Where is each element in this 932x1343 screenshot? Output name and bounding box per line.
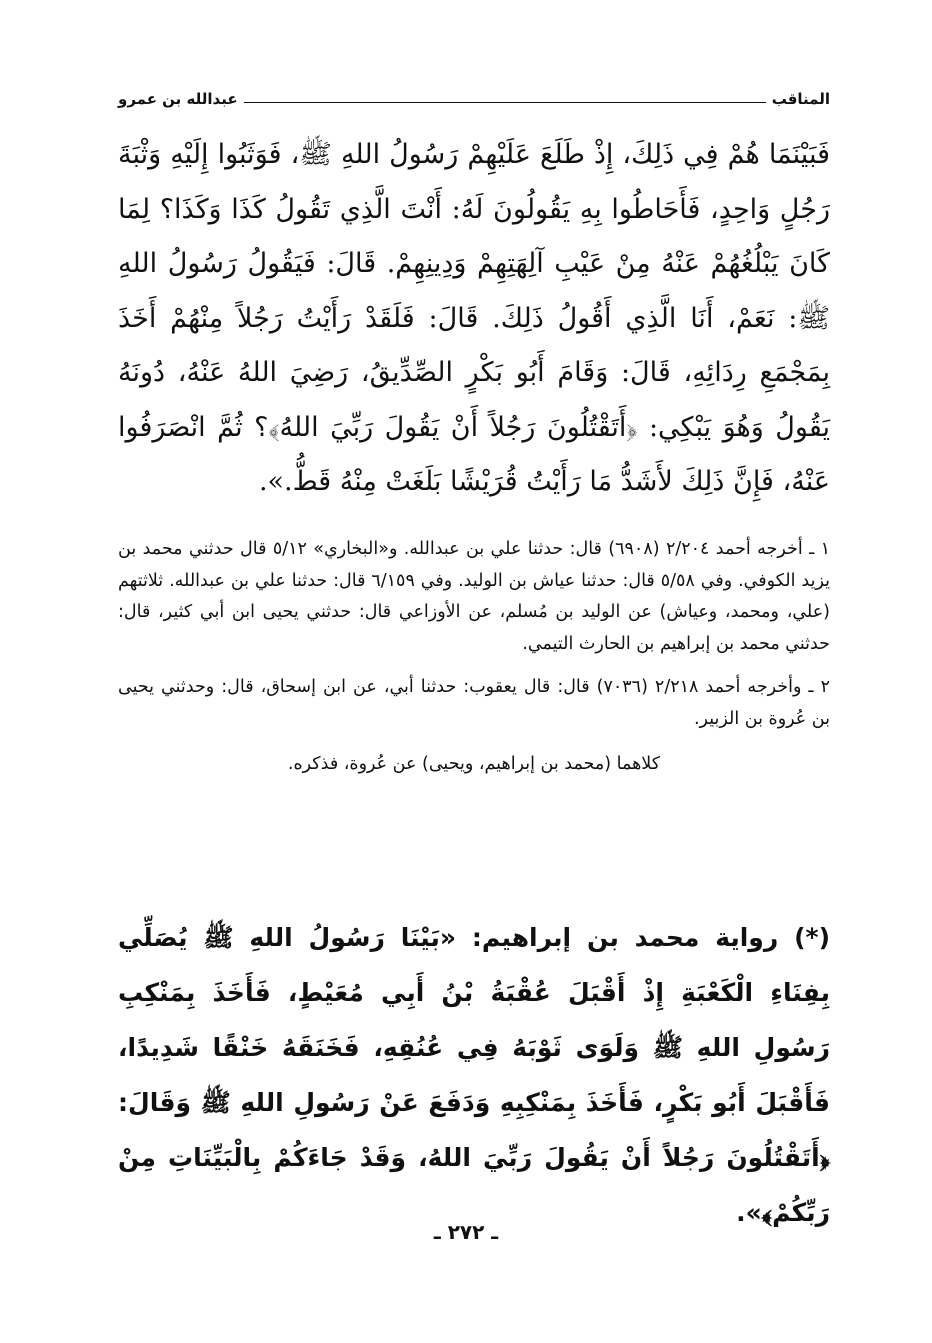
riwaya-block bbox=[118, 910, 830, 1240]
running-header bbox=[118, 84, 830, 108]
hadith-paragraph: فَبَيْنَمَا هُمْ فِي ذَلِكَ، إِذْ طَلَعَ عَلَيْهِمْ رَسُولُ اللهِ ﷺ، فَوَثَبُوا إِلَيْهِ وَثْبَةَ رَجُلٍ وَاحِدٍ، فَأَحَاطُوا بِهِ يَقُولُونَ لَهُ: أَنْتَ الَّذِي تَقُولُ كَذَا وَكَذَا؟ لِمَا كَانَ يَبْلُغُهُمْ عَنْهُ مِنْ عَيْبِ آلِهَتِهِمْ وَدِينِهِمْ. قَالَ: فَيَقُولُ رَسُولُ اللهِ ﷺ: نَعَمْ، أَنَا الَّذِي أَقُولُ ذَلِكَ. قَالَ: فَلَقَدْ رَأَيْتُ رَجُلاً مِنْهُمْ أَخَذَ بِمَجْمَعِ رِدَائِهِ، قَالَ: وَقَامَ أَبُو بَكْرٍ الصِّدِّيقُ، رَضِيَ اللهُ عَنْهُ، دُونَهُ يَقُولُ وَهُوَ يَبْكِي: ﴿أَتَقْتُلُونَ رَجُلاً أَنْ يَقُولَ رَبِّيَ اللهُ﴾؟ ثُمَّ انْصَرَفُوا عَنْهُ، فَإِنَّ ذَلِكَ لأَشَدُّ مَا رَأَيْتُ قُرَيْشًا بَلَغَتْ مِنْهُ قَطُّ.». bbox=[118, 139, 830, 497]
header-author: عبدالله بن عمرو bbox=[118, 90, 238, 108]
footnote-1: ١ ـ أخرجه أحمد ٢/٢٠٤ (٦٩٠٨) قال: حدثنا علي بن عبدالله. و«البخاري» ٥/١٢ قال حدثني محمد بن يزيد الكوفي. وفي ٥/٥٨ قال: حدثنا عياش بن الوليد. وفي ٦/١٥٩ قال: حدثنا علي بن عبدالله. ثلاثتهم (علي، ومحمد، وعياش) عن الوليد بن مُسلم، عن الأوزاعي قال: حدثني يحيى ابن أبي كثير، قال: حدثني محمد بن إبراهيم بن الحارث التيمي. bbox=[118, 539, 830, 654]
footnote-3: كلاهما (محمد بن إبراهيم، ويحيى) عن عُروة، فذكره. bbox=[287, 754, 661, 774]
footnote-2: ٢ ـ وأخرجه أحمد ٢/٢١٨ (٧٠٣٦) قال: قال يعقوب: حدثنا أبي، عن ابن إسحاق، قال: وحدثني يحيى بن عُروة بن الزبير. bbox=[118, 677, 830, 729]
header-chapter: المناقب bbox=[771, 90, 830, 108]
page-number: ـ ٢٧٢ ـ bbox=[433, 1220, 499, 1244]
riwaya-paragraph: (*) رواية محمد بن إبراهيم: «بَيْنَا رَسُولُ اللهِ ﷺ يُصَلِّي بِفِنَاءِ الْكَعْبَةِ إِذْ أَقْبَلَ عُقْبَةُ بْنُ أَبِي مُعَيْطٍ، فَأَخَذَ بِمَنْكِبِ رَسُولِ اللهِ ﷺ وَلَوَى ثَوْبَهُ فِي عُنُقِهِ، فَخَنَقَهُ خَنْقًا شَدِيدًا، فَأَقْبَلَ أَبُو بَكْرٍ، فَأَخَذَ بِمَنْكِبِهِ وَدَفَعَ عَنْ رَسُولِ اللهِ ﷺ وَقَالَ: ﴿أَتَقْتُلُونَ رَجُلاً أَنْ يَقُولَ رَبِّيَ اللهُ، وَقَدْ جَاءَكُمْ بِالْبَيِّنَاتِ مِنْ رَبِّكُمْ﴾». bbox=[118, 923, 830, 1227]
header-rule bbox=[244, 102, 766, 103]
hadith-text-block bbox=[118, 128, 830, 510]
footnotes-block bbox=[118, 534, 830, 781]
